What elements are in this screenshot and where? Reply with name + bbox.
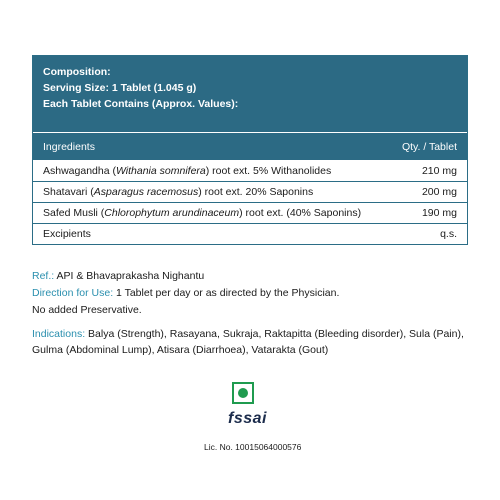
ingredient-qty: 190 mg — [421, 207, 457, 219]
ingredients-table-body — [33, 160, 467, 244]
table-row — [33, 181, 467, 202]
table-row — [33, 223, 467, 244]
col-qty: Qty. / Tablet — [401, 140, 457, 153]
ingredient-name: Excipients — [43, 228, 91, 240]
composition-header — [33, 56, 467, 132]
table-header — [33, 132, 467, 160]
fssai-logo: fssai — [228, 410, 267, 427]
serving-size: Serving Size: 1 Tablet (1.045 g) — [43, 82, 197, 94]
col-ingredients: Ingredients — [43, 140, 95, 153]
table-row — [33, 160, 467, 181]
table-row — [33, 202, 467, 223]
each-tablet-contains: Each Tablet Contains (Approx. Values): — [43, 98, 239, 110]
ingredient-name: Shatavari (Asparagus racemosus) root ext. 20% Saponins — [43, 186, 314, 198]
license-number: Lic. No. 10015064000576 — [204, 442, 302, 452]
indications-line: Indications: Balya (Strength), Rasayana, Sukraja, Raktapitta (Bleeding disorder), Sula (Pain), Gulma (Abdominal Lump), Atisara (Diarrhoea), Vatarakta (Gout) — [32, 328, 464, 356]
reference-line: Ref.: API & Bhavaprakasha Nighantu — [32, 270, 205, 282]
ingredient-name: Ashwagandha (Withania somnifera) root ext. 5% Withanolides — [43, 164, 332, 177]
notes-section — [32, 268, 472, 358]
ingredient-qty: 200 mg — [421, 186, 457, 198]
composition-heading: Composition: — [43, 66, 111, 78]
ingredient-qty: q.s. — [440, 228, 457, 240]
ingredient-qty: 210 mg — [421, 164, 457, 177]
direction-line: Direction for Use: 1 Tablet per day or as directed by the Physician. — [32, 287, 340, 299]
composition-panel — [32, 55, 468, 245]
preservative-line: No added Preservative. — [32, 304, 142, 316]
veg-mark-icon — [232, 382, 254, 404]
ingredient-name: Safed Musli (Chlorophytum arundinaceum) root ext. (40% Saponins) — [43, 207, 362, 219]
